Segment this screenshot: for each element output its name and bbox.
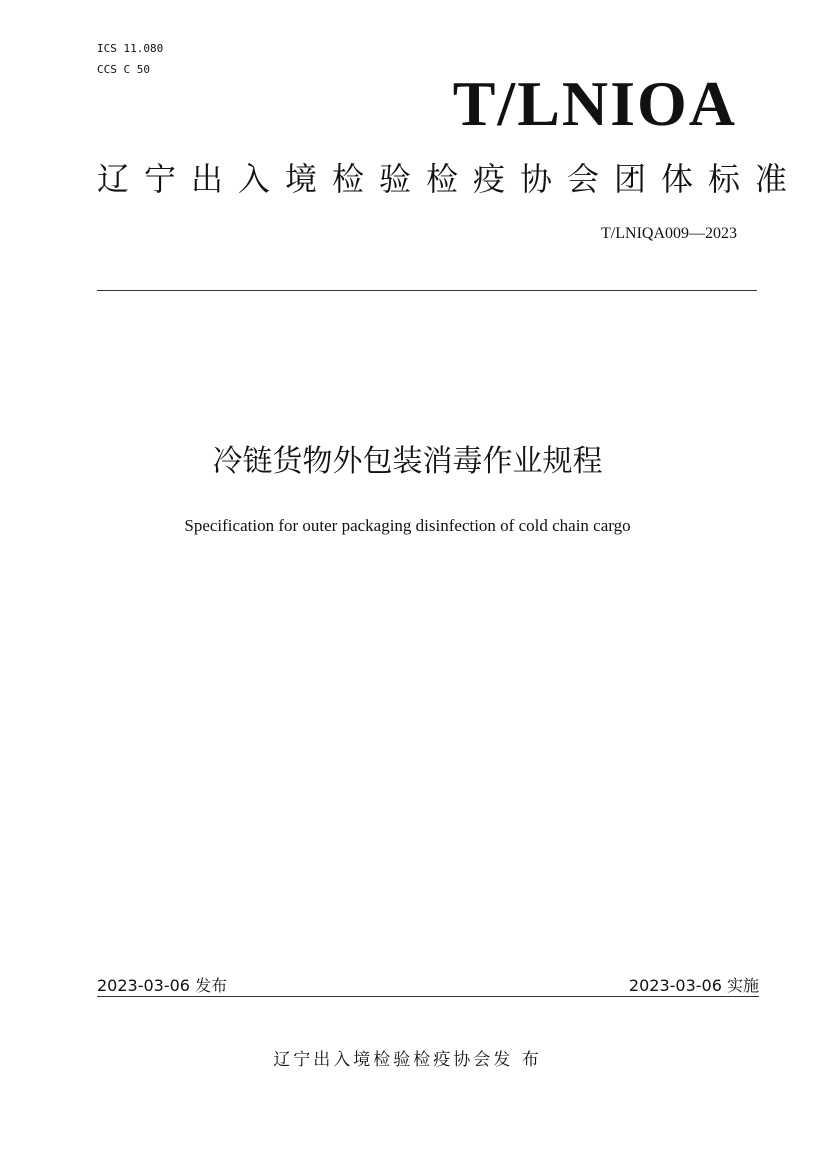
organization-standard-title: 辽宁出入境检验检疫协会团体标准 bbox=[97, 160, 803, 198]
footer-divider bbox=[97, 996, 759, 997]
header-divider bbox=[97, 290, 757, 291]
issue-date: 2023-03-06 发布 bbox=[97, 976, 228, 995]
standard-brand-logo: T/LNIOA bbox=[452, 68, 737, 139]
publisher-line: 辽宁出入境检验检疫协会发 布 bbox=[273, 1050, 542, 1070]
document-title-chinese: 冷链货物外包装消毒作业规程 bbox=[212, 444, 603, 479]
ics-code: ICS 11.080 bbox=[97, 42, 164, 55]
document-title-english: Specification for outer packaging disinfection of cold chain cargo bbox=[184, 516, 631, 535]
ccs-code: CCS C 50 bbox=[97, 63, 150, 76]
implementation-date: 2023-03-06 实施 bbox=[628, 976, 759, 995]
standard-number: T/LNIQA009—2023 bbox=[601, 225, 737, 242]
